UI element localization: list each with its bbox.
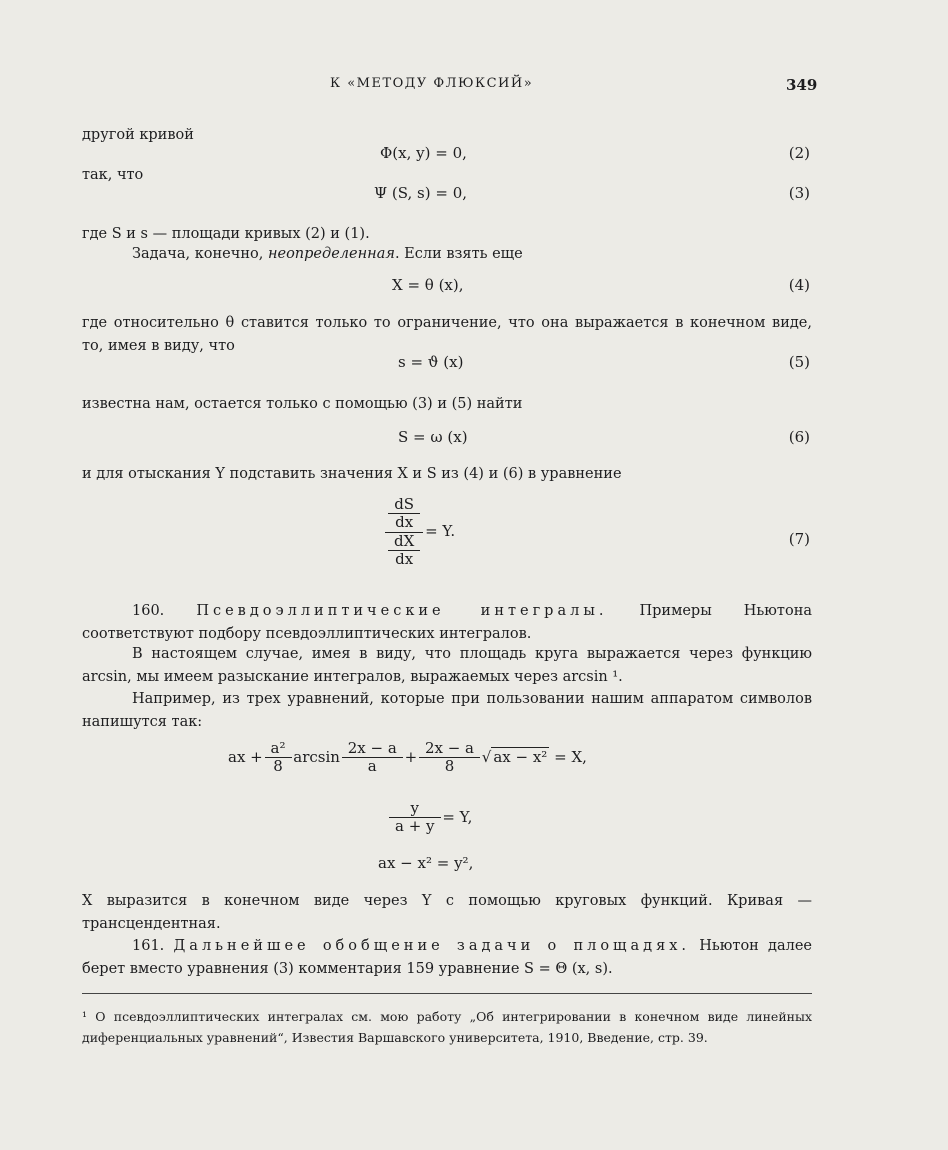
section-text: Примеры Ньютона соответствуют подбору псевдоэллиптических интегралов. <box>82 603 812 642</box>
equation-number: (6) <box>788 428 810 446</box>
section-text: Ньютон далее берет вместо уравнения (3) комментария 159 уравнение S = Θ (x, s). <box>82 938 812 977</box>
fraction-text: dx <box>395 513 414 532</box>
fraction <box>392 800 438 836</box>
math-term: ax + <box>228 747 263 766</box>
equation-rhs: = Y. <box>425 522 456 540</box>
section-number: 160. <box>132 603 165 619</box>
text-line <box>132 246 523 262</box>
text-line: известна нам, остается только с помощью (3) и (5) найти <box>82 396 523 412</box>
fraction <box>268 740 289 776</box>
section-161 <box>82 935 812 981</box>
equation-6: S = ω (x) <box>398 428 468 446</box>
equation-3: Ψ (S, s) = 0, <box>374 184 468 202</box>
section-160 <box>82 600 812 646</box>
fraction-text: dS <box>394 495 415 513</box>
equation-number: (3) <box>788 184 810 202</box>
equation-5: s = ϑ (x) <box>398 353 464 371</box>
fraction-text: 8 <box>444 757 455 776</box>
equation-rhs: = Y, <box>442 807 473 826</box>
fraction-text: 2x − a <box>347 739 397 757</box>
math-term: + <box>404 747 418 766</box>
fraction-text: a² <box>270 739 286 757</box>
equation-4: X = θ (x), <box>392 276 464 294</box>
text-line: так, что <box>82 167 144 183</box>
equation-number: (7) <box>788 530 810 548</box>
running-title: К «МЕТОДУ ФЛЮКСИЙ» <box>330 76 534 91</box>
equation-7 <box>388 496 455 568</box>
math-term: arcsin <box>293 747 340 766</box>
section-title: Псевдоэллиптические интегралы. <box>196 603 608 619</box>
paragraph: В настоящем случае, имея в виду, что площадь круга выражается через функцию arcsin, мы имеем разыскание интегралов, выражаемых через arcsin ¹. <box>82 646 812 685</box>
text-segment: . Если взять еще <box>394 246 523 262</box>
fraction <box>422 740 477 776</box>
fraction-text: a <box>367 757 377 776</box>
fraction <box>345 740 400 776</box>
fraction-text: dX <box>394 531 415 550</box>
denominator-fraction <box>388 533 420 569</box>
equation-a <box>228 740 587 776</box>
sqrt-icon: √ <box>481 747 492 766</box>
paragraph: X выразится в конечном виде через Y с помощью круговых функций. Кривая — трансцендентная. <box>82 893 812 932</box>
sqrt-radicand: ax − x² <box>493 747 548 766</box>
equation-number: (5) <box>788 353 810 371</box>
numerator-fraction <box>388 496 420 532</box>
equation-number: (4) <box>788 276 810 294</box>
section-number: 161. <box>132 938 165 954</box>
text-line: и для отыскания Y подставить значения X и S из (4) и (6) в уравнение <box>82 466 622 482</box>
footnote: ¹ О псевдоэллиптических интегралах см. мою работу „Об интегрировании в конечном виде линейных диференциальных уравнений“, Известия Варшавского университета, 1910, Введение, стр. 39. <box>82 1009 812 1045</box>
equation-c: ax − x² = y², <box>378 854 474 872</box>
fraction-text: dx <box>395 549 414 568</box>
fraction-text: 8 <box>273 757 283 776</box>
text-segment: Задача, конечно, <box>132 246 268 262</box>
math-term: = X, <box>554 747 587 766</box>
italic-word: неопределенная <box>267 246 395 262</box>
paragraph: Например, из трех уравнений, которые при пользовании нашим аппаратом символов напишутся так: <box>82 691 812 730</box>
section-title: Дальнейшее обобщение задачи о площадях. <box>173 938 691 954</box>
text-line: где S и s — площади кривых (2) и (1). <box>82 226 370 242</box>
equation-2: Φ(x, y) = 0, <box>380 144 467 162</box>
text-line: другой кривой <box>82 127 194 143</box>
fraction-text: a + y <box>395 817 435 836</box>
equation-number: (2) <box>788 144 810 162</box>
paragraph: где относительно θ ставится только то ограничение, что она выражается в конечном виде, то, имея в виду, что <box>82 315 812 354</box>
equation-b <box>392 800 472 836</box>
footnote-divider <box>82 993 812 994</box>
fraction-text: 2x − a <box>424 739 474 757</box>
outer-fraction <box>388 496 420 568</box>
page-number: 349 <box>786 76 818 94</box>
fraction-text: y <box>410 799 419 817</box>
